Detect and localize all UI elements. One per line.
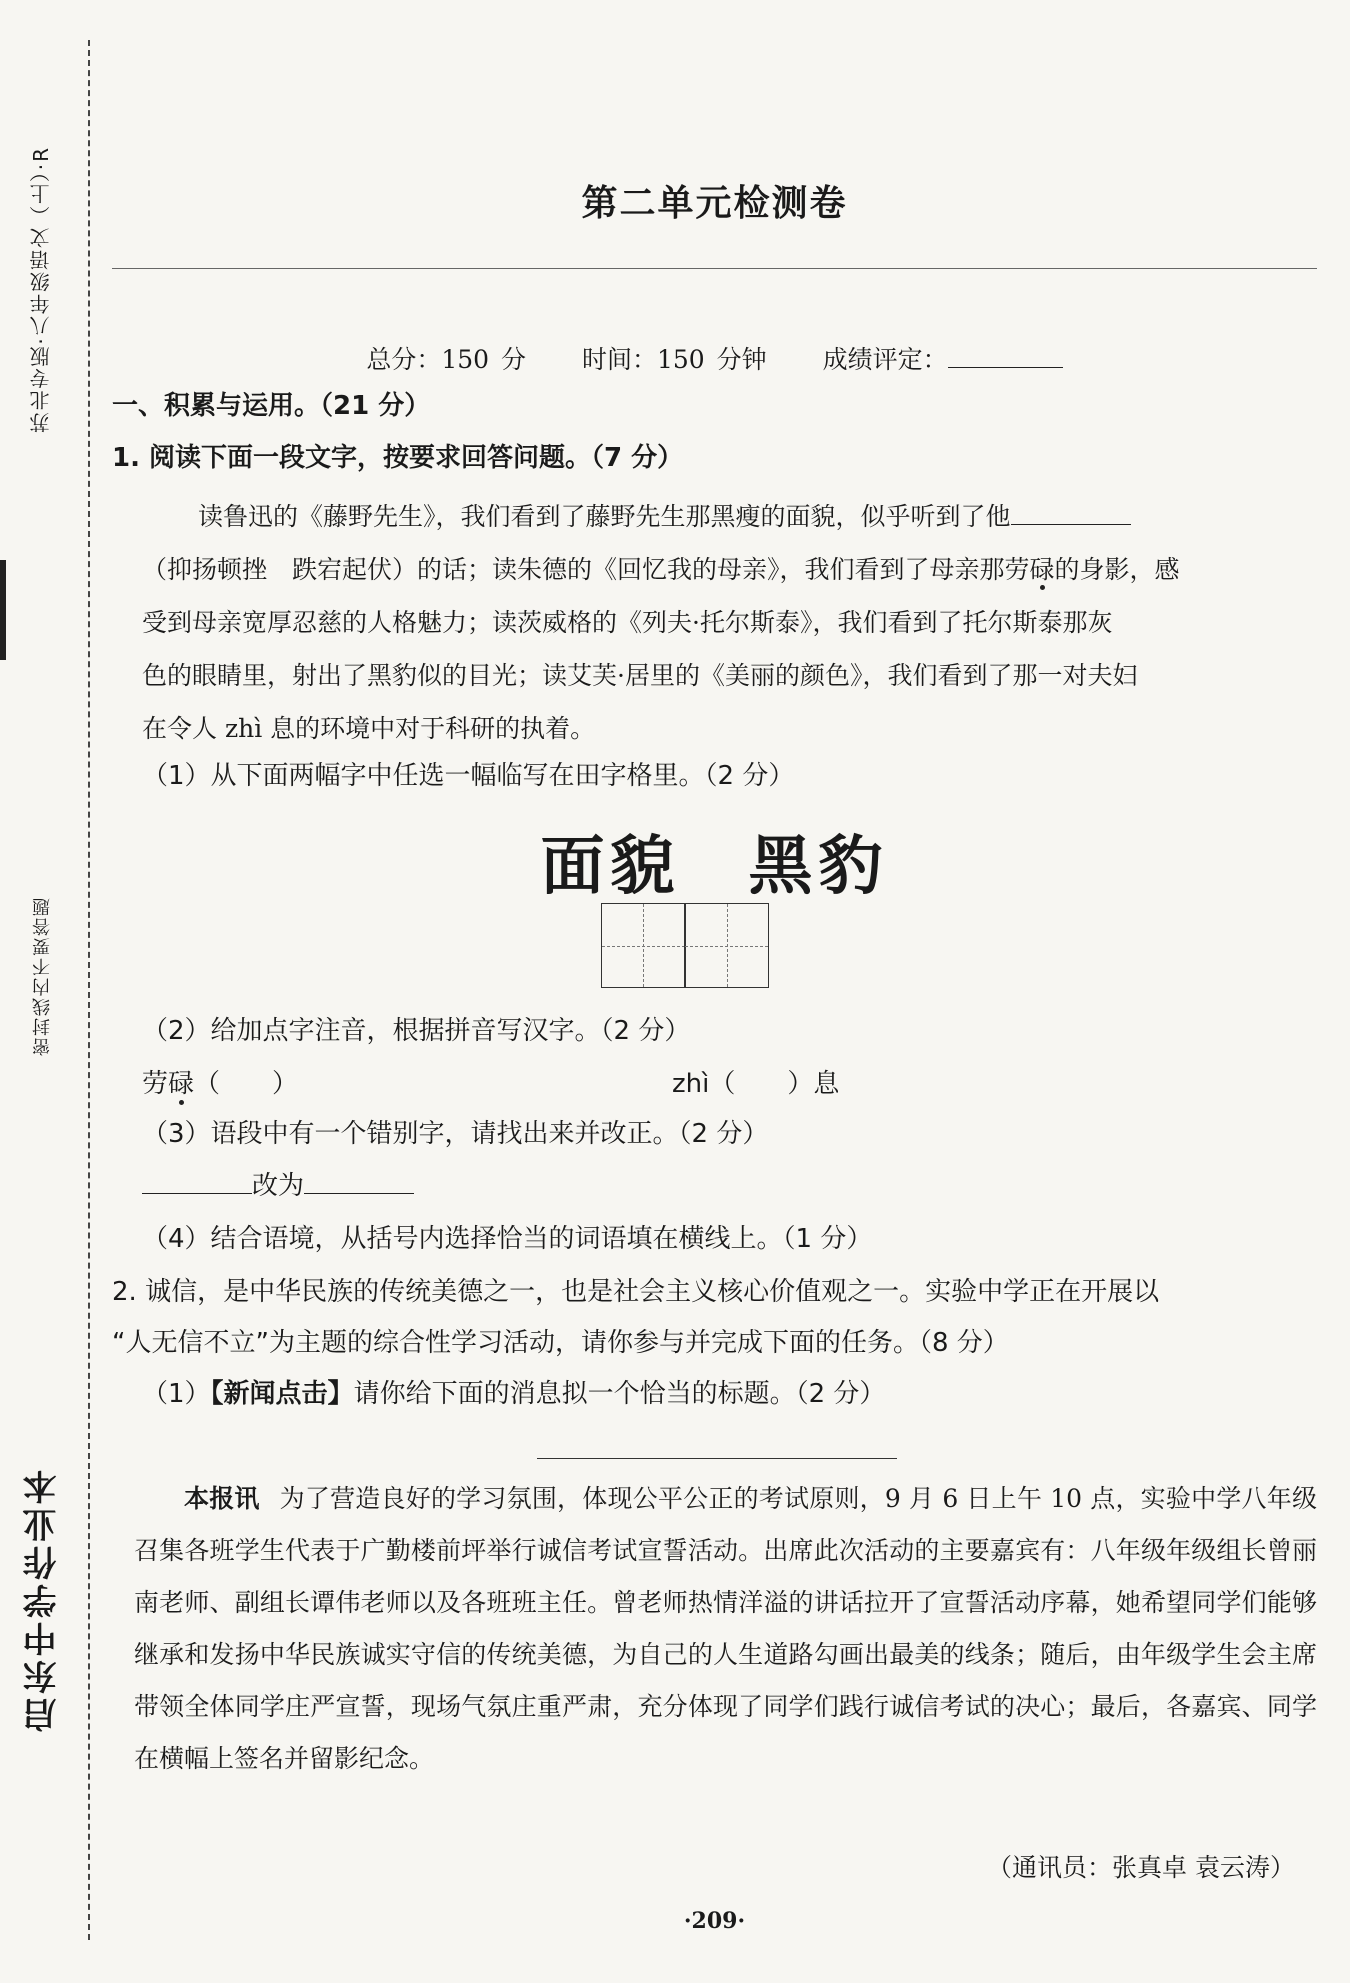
tianzige-grid [602,903,769,988]
question-1-stem [112,437,683,474]
headline-blank[interactable] [537,1458,897,1459]
passage-line-1 [142,490,1317,543]
grade-field [823,345,1063,374]
sub-question-3: （3）语段中有一个错别字，请找出来并改正。（2 分） [142,1119,769,1149]
correction-label: 改为 [252,1171,305,1201]
answer-a-dotted: 碌 [168,1069,195,1099]
margin-strip [0,0,100,1983]
news-lead: 本报讯 [184,1484,260,1513]
total-score: 总分：150 分 [366,345,527,374]
page-content [112,0,1317,1983]
grade-blank[interactable] [948,367,1063,368]
page-number: ·209· [683,1908,746,1934]
answer-a-paren[interactable]: （ ） [194,1069,299,1099]
section-heading: 一、积累与运用。（21 分） [112,391,431,421]
reporter-credit: （通讯员：张真卓 袁云涛） [987,1853,1295,1882]
answer-pinyin-a [142,1063,298,1100]
question-2-line-2: “人无信不立”为主题的综合性学习活动，请你参与并完成下面的任务。（8 分） [112,1328,1009,1358]
q2-sub1-num: （1） [142,1379,211,1409]
sub-question-4: （4）结合语境，从括号内选择恰当的词语填在横线上。（1 分） [142,1224,873,1254]
passage-text-2: （抑扬顿挫 跌宕起伏）的话；读朱德的《回忆我的母亲》，我们看到了母亲那劳 [142,555,1030,584]
grade-label: 成绩评定： [822,345,948,374]
answer-hanzi-b[interactable]: zhì（ ）息 [672,1069,840,1099]
passage [142,490,1317,755]
sub-question-1: （1）从下面两幅字中任选一幅临写在田字格里。（2 分） [142,761,795,791]
calligraphy-samples [112,815,1317,907]
q2-sub1-text: 请你给下面的消息拟一个恰当的标题。（2 分） [353,1379,886,1409]
calligraphy-sample-2: 黑豹 [748,829,889,904]
seal-notice: 密封线内不要答题 [30,890,56,1062]
passage-line-5: 在令人 zhì 息的环境中对于科研的执着。 [142,714,596,743]
news-paragraph [134,1473,1317,1785]
series-label: 苏北专版·八年级语文（上）·R [26,140,55,439]
grid-cell[interactable] [601,903,686,988]
brand-label: 启东中学作业本 [18,1460,67,1738]
title-rule [112,268,1317,269]
question-2-text-1: 2. 诚信，是中华民族的传统美德之一，也是社会主义核心价值观之一。实验中学正在开展以 [112,1277,1160,1307]
passage-text-1: 读鲁迅的《藤野先生》，我们看到了藤野先生那黑瘦的面貌，似乎听到了他 [198,502,1011,531]
news-click-tag: 【新闻点击】 [210,1379,354,1409]
news-body: 为了营造良好的学习氛围，体现公平公正的考试原则，9 月 6 日上午 10 点，实验中学八年级召集各班学生代表于广勤楼前坪举行诚信考试宣誓活动。出席此次活动的主要嘉宾有：八年级年级组长曾丽南老师、副组长谭伟老师以及各班班主任。曾老师热情洋溢的讲话拉开了宣誓活动序幕，她希望同学们能够继承和发扬中华民族诚实守信的传统美德，为自己的人生道路勾画出最美的线条；随后，由年级学生会主席带领全体同学庄严宣誓，现场气氛庄重严肃，充分体现了同学们践行诚信考试的决心；最后，各嘉宾、同学在横幅上签名并留影纪念。 [134,1484,1317,1773]
passage-line-2 [142,543,1317,596]
sub-question-2: （2）给加点字注音，根据拼音写汉字。（2 分） [142,1016,691,1046]
dotted-char: 碌 [1029,555,1055,584]
passage-blank[interactable] [1011,524,1131,525]
passage-text-3: 的身影，感 [1054,555,1180,584]
wrong-char-blank[interactable] [142,1193,252,1194]
q2-sub-question-1 [142,1373,885,1410]
passage-line-4: 色的眼睛里，射出了黑豹似的目光；读艾芙·居里的《美丽的颜色》，我们看到了那一对夫妇 [142,661,1138,690]
passage-line-3: 受到母亲宽厚忍慈的人格魅力；读茨威格的《列夫·托尔斯泰》，我们看到了托尔斯泰那灰 [142,608,1113,637]
question-2-line-1 [112,1271,1159,1308]
margin-bar [0,560,6,660]
correct-char-blank[interactable] [304,1193,414,1194]
grid-cell[interactable] [684,903,769,988]
page-title: 第二单元检测卷 [581,183,848,224]
answer-a-char: 劳 [142,1069,169,1099]
question-1-text: 1. 阅读下面一段文字，按要求回答问题。（7 分） [112,443,684,473]
correction-fill [142,1165,414,1202]
score-bar [112,340,1317,376]
exam-time: 时间：150 分钟 [581,345,767,374]
news-article [134,1473,1317,1785]
calligraphy-sample-1: 面貌 [540,829,681,904]
seal-dashed-line [88,40,90,1940]
